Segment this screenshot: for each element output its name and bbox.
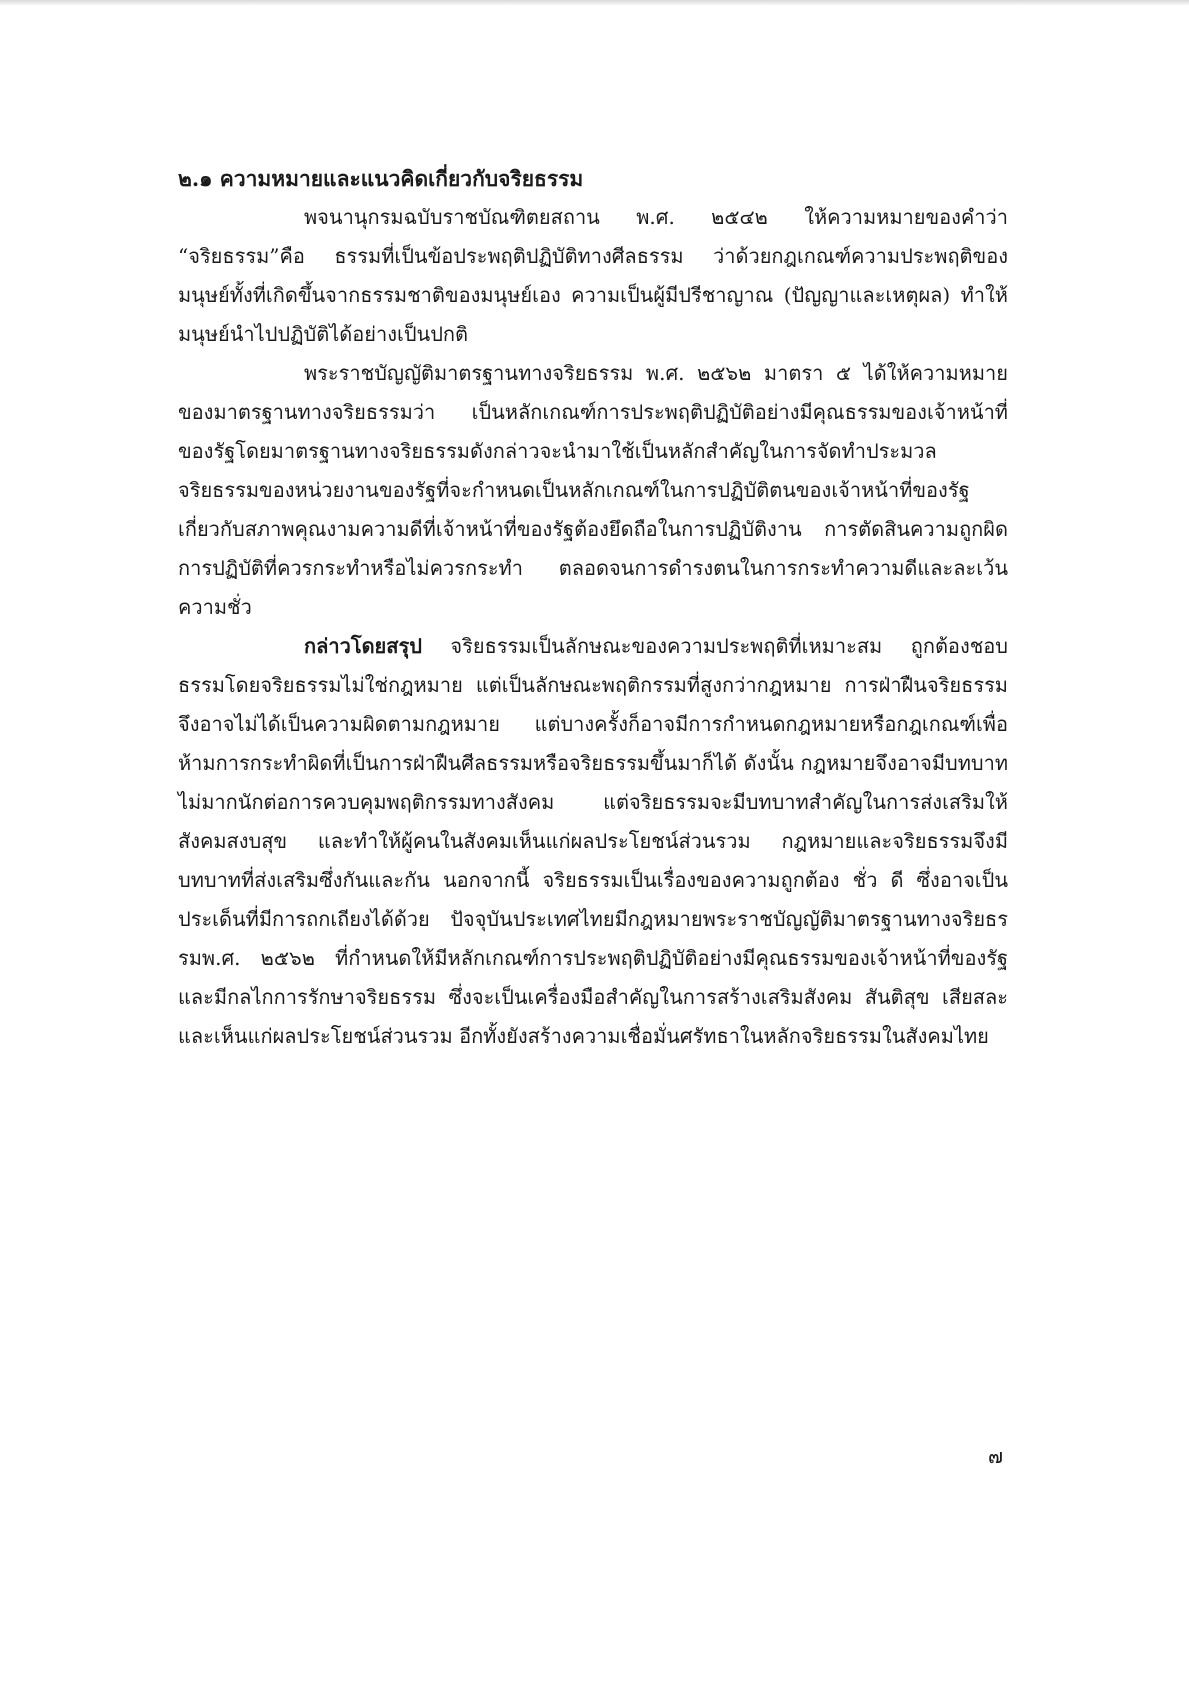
scan-top-edge <box>0 0 1189 6</box>
paragraph-dictionary-definition: พจนานุกรมฉบับราชบัณฑิตยสถาน พ.ศ. ๒๕๔๒ ให้ความหมายของคำว่า “จริยธรรม”คือ ธรรมที่เป็นข้อประพฤติปฏิบัติทางศีลธรรม ว่าด้วยกฎเกณฑ์ความประพฤติของมนุษย์ทั้งที่เกิดขึ้นจากธรรมชาติของมนุษย์เอง ความเป็นผู้มีปรีชาญาณ (ปัญญาและเหตุผล) ทำให้มนุษย์นำไปปฏิบัติได้อย่างเป็นปกติ <box>178 205 1008 346</box>
section-heading: ๒.๑ ความหมายและแนวคิดเกี่ยวกับจริยธรรม <box>178 166 584 191</box>
document-page <box>178 160 1008 1056</box>
paragraph-ethics-standard-act: พระราชบัญญัติมาตรฐานทางจริยธรรม พ.ศ. ๒๕๖๒ มาตรา ๕ ได้ให้ความหมายของมาตรฐานทางจริยธรรมว่า เป็นหลักเกณฑ์การประพฤติปฏิบัติอย่างมีคุณธรรมของเจ้าหน้าที่ของรัฐโดยมาตรฐานทางจริยธรรมดังกล่าวจะนำมาใช้เป็นหลักสำคัญในการจัดทำประมวลจริยธรรมของหน่วยงานของรัฐที่จะกำหนดเป็นหลักเกณฑ์ในการปฏิบัติตนของเจ้าหน้าที่ของรัฐเกี่ยวกับสภาพคุณงามความดีที่เจ้าหน้าที่ของรัฐต้องยึดถือในการปฏิบัติงาน การตัดสินความถูกผิด การปฏิบัติที่ควรกระทำหรือไม่ควรกระทำ ตลอดจนการดำรงตนในการกระทำความดีและละเว้นความชั่ว <box>178 361 1008 619</box>
summary-lead: กล่าวโดยสรุป <box>304 634 422 658</box>
summary-body: จริยธรรมเป็นลักษณะของความประพฤติที่เหมาะสม ถูกต้องชอบธรรมโดยจริยธรรมไม่ใช่กฎหมาย แต่เป็นลักษณะพฤติกรรมที่สูงกว่ากฎหมาย การฝ่าฝืนจริยธรรมจึงอาจไม่ได้เป็นความผิดตามกฎหมาย แต่บางครั้งก็อาจมีการกำหนดกฎหมายหรือกฎเกณฑ์เพื่อห้ามการกระทำผิดที่เป็นการฝ่าฝืนศีลธรรมหรือจริยธรรมขึ้นมาก็ได้ ดังนั้น กฎหมายจึงอาจมีบทบาทไม่มากนักต่อการควบคุมพฤติกรรมทางสังคม แต่จริยธรรมจะมีบทบาทสำคัญในการส่งเสริมให้สังคมสงบสุข และทำให้ผู้คนในสังคมเห็นแก่ผลประโยชน์ส่วนรวม กฎหมายและจริยธรรมจึงมีบทบาทที่ส่งเสริมซึ่งกันและกัน นอกจากนี้ จริยธรรมเป็นเรื่องของความถูกต้อง ชั่ว ดี ซึ่งอาจเป็นประเด็นที่มีการถกเถียงได้ด้วย ปัจจุบันประเทศไทยมีกฎหมายพระราชบัญญัติมาตรฐานทางจริยธรรมพ.ศ. ๒๕๖๒ ที่กำหนดให้มีหลักเกณฑ์การประพฤติปฏิบัติอย่างมีคุณธรรมของเจ้าหน้าที่ของรัฐและมีกลไกการรักษาจริยธรรม ซึ่งจะเป็นเครื่องมือสำคัญในการสร้างเสริมสังคม สันติสุข เสียสละและเห็นแก่ผลประโยชน์ส่วนรวม อีกทั้งยังสร้างความเชื่อมั่นศรัทธาในหลักจริยธรรมในสังคมไทย <box>178 634 1008 1048</box>
page-number: ๗ <box>988 1444 1004 1468</box>
paragraph-summary <box>178 627 1008 1056</box>
